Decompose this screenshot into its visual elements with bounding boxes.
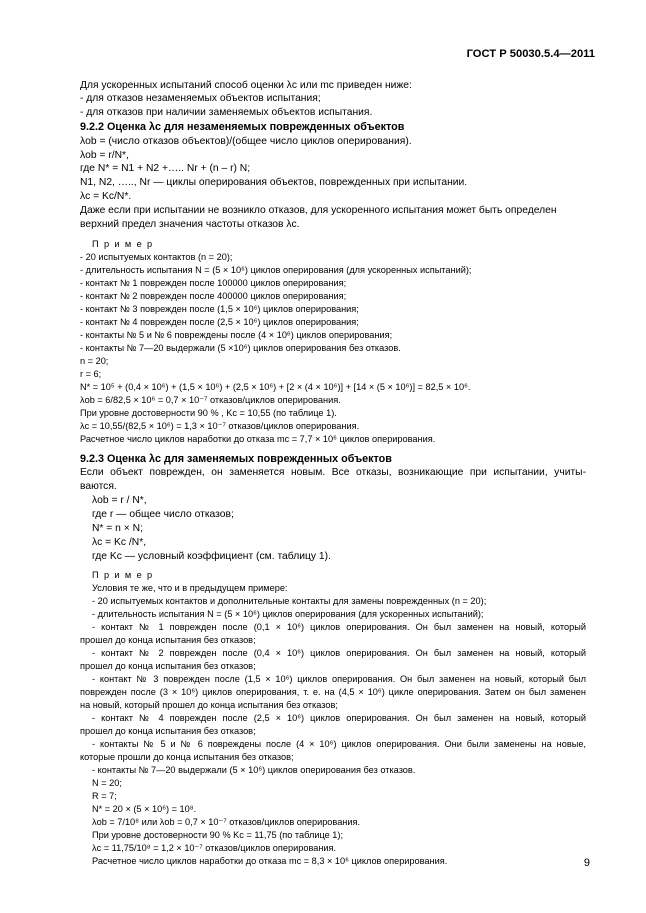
example-line: Условия те же, что и в предыдущем примере: [92,583,288,593]
text-line: где r — общее число отказов; [92,509,234,520]
example-line: - длительность испытания N = (5 × 10⁶) циклов оперирования (для ускоренных испытаний); [92,609,484,619]
text-line: ваются. [80,481,117,492]
formula-line: λc = Kc/N*. [80,191,132,202]
example-label: П р и м е р [92,570,154,580]
section-heading-9-2-3: 9.2.3 Оценка λc для заменяемых поврежденных объектов [80,453,392,465]
text-line: - для отказов при наличии заменяемых объектов испытания. [80,107,373,118]
example-line: n = 20; [80,356,109,366]
example-line: - длительность испытания N = (5 × 10⁶) циклов оперирования (для ускоренных испытаний); [80,265,472,275]
example-line: прошел до конца испытания без отказов; [80,661,256,671]
text-line: Даже если при испытании не возникло отказов, для ускоренного испытания может быть определен [80,205,557,216]
example-line: - контакт № 1 поврежден после 100000 циклов оперирования; [80,278,347,288]
formula-line: λob = r/N*, [80,150,129,161]
example-line: λc = 11,75/10⁸ = 1,2 × 10⁻⁷ отказов/циклов оперирования. [92,843,337,853]
example-label: П р и м е р [92,239,154,249]
example-line: λc = 10,55/(82,5 × 10⁶) = 1,3 × 10⁻⁷ отказов/циклов оперирования. [80,421,360,431]
example-line: - контакт № 4 поврежден после (2,5 × 10⁶) циклов оперирования. Он был заменен на новый, который [92,713,586,723]
example-line: - контакт № 2 поврежден после 400000 циклов оперирования; [80,291,347,301]
page-number: 9 [583,857,590,869]
example-line: - контакт № 2 поврежден после (0,4 × 10⁶) циклов оперирования. Он был заменен на новый, который [92,648,586,658]
example-line: Расчетное число циклов наработки до отказа mc = 8,3 × 10⁶ циклов оперирования. [92,856,448,866]
text-line: N1, N2, ….., Nr — циклы оперирования объектов, поврежденных при испытании. [80,177,468,188]
example-line: - контакт № 4 поврежден после (2,5 × 10⁶) циклов оперирования; [80,317,359,327]
example-line: При уровне достоверности 90 % , Kc = 10,55 (по таблице 1). [80,408,337,418]
document-header-id: ГОСТ Р 50030.5.4—2011 [466,48,595,60]
section-heading-9-2-2: 9.2.2 Оценка λc для незаменяемых поврежденных объектов [80,121,405,133]
example-line: R = 7; [92,791,117,801]
example-line: - контакт № 3 поврежден после (1,5 × 10⁶) циклов оперирования. Он был заменен на новый, который был [92,674,586,684]
text-line: верхний предел значения частоты отказов λc. [80,219,300,230]
text-line: λob = (число отказов объектов)/(общее число циклов оперирования). [80,136,412,147]
example-line: - контакты № 7—20 выдержали (5 ×10⁶) циклов оперирования без отказов. [80,343,401,353]
example-line: λob = 7/10⁸ или λob = 0,7 × 10⁻⁷ отказов/циклов оперирования. [92,817,361,827]
example-line: которые прошли до конца испытания без отказов; [80,752,294,762]
example-line: прошел до конца испытания без отказов; [80,726,256,736]
example-line: λob = 6/82,5 × 10⁶ = 0,7 × 10⁻⁷ отказов/циклов оперирования. [80,395,341,405]
example-line: - 20 испытуемых контактов (n = 20); [80,252,233,262]
example-line: N* = 10⁵ + (0,4 × 10⁶) + (1,5 × 10⁶) + (2,5 × 10⁶) + [2 × (4 × 10⁶)] + [14 × (5 × 10⁶)] = 82,5 × 10⁶. [80,382,471,392]
example-line: - 20 испытуемых контактов и дополнительные контакты для замены поврежденных (n = 20); [92,596,487,606]
text-line: Если объект поврежден, он заменяется новым. Все отказы, возникающие при испытании, учиты- [80,467,586,478]
example-line: Расчетное число циклов наработки до отказа mc = 7,7 × 10⁶ циклов оперирования. [80,434,436,444]
example-line: прошел до конца испытания без отказов; [80,635,256,645]
formula-line: N* = n × N; [92,523,143,534]
formula-line: λc = Kc /N*, [92,537,147,548]
text-line: где Kc — условный коэффициент (см. таблицу 1). [92,551,331,562]
example-line: r = 6; [80,369,102,379]
formula-line: где N* = N1 + N2 +….. Nr + (n – r) N; [80,163,251,174]
example-line: При уровне достоверности 90 % Kc = 11,75 (по таблице 1); [92,830,344,840]
example-line: поврежден после (3 × 10⁶) циклов оперирования, т. е. на (4,5 × 10⁶) цикле оперирования. Затем он был заменен [80,687,586,697]
example-line: - контакты № 5 и № 6 повреждены после (4 × 10⁶) циклов оперирования; [80,330,393,340]
example-line: на новый, который прошел до конца испытания без отказов; [80,700,338,710]
example-line: - контакт № 1 поврежден после (0,1 × 10⁶) циклов оперирования. Он был заменен на новый, который [92,622,586,632]
example-line: - контакт № 3 поврежден после (1,5 × 10⁶) циклов оперирования; [80,304,359,314]
example-line: - контакты № 7—20 выдержали (5 × 10⁶) циклов оперирования без отказов. [92,765,416,775]
text-line: Для ускоренных испытаний способ оценки λc или mc приведен ниже: [80,80,412,91]
example-line: N = 20; [92,778,122,788]
example-line: N* = 20 × (5 × 10⁶) = 10⁸. [92,804,197,814]
formula-line: λob = r / N*, [92,495,147,506]
example-line: - контакты № 5 и № 6 повреждены после (4 × 10⁶) циклов оперирования. Они были заменены на новые, [92,739,586,749]
text-line: - для отказов незаменяемых объектов испытания; [80,93,321,104]
